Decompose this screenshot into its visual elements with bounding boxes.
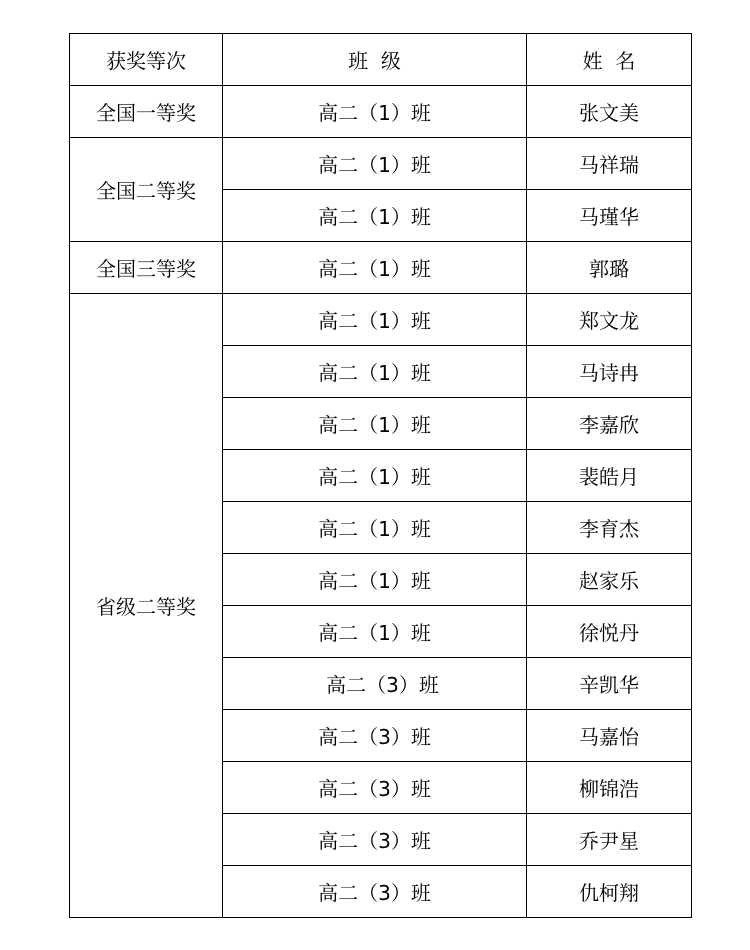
class-cell: 高二（1）班 bbox=[223, 554, 527, 606]
student-name-cell: 仇柯翔 bbox=[527, 866, 692, 918]
student-name-cell: 徐悦丹 bbox=[527, 606, 692, 658]
class-cell: 高二（3）班 bbox=[223, 866, 527, 918]
student-name-cell: 李育杰 bbox=[527, 502, 692, 554]
table-row bbox=[70, 138, 692, 190]
student-name-cell: 乔尹星 bbox=[527, 814, 692, 866]
award-level-cell: 全国一等奖 bbox=[70, 86, 223, 138]
table-row bbox=[70, 294, 692, 346]
class-cell: 高二（1）班 bbox=[223, 398, 527, 450]
class-cell: 高二（1）班 bbox=[223, 346, 527, 398]
table-row bbox=[70, 242, 692, 294]
award-level-cell: 全国二等奖 bbox=[70, 138, 223, 242]
student-name-cell: 张文美 bbox=[527, 86, 692, 138]
student-name-cell: 赵家乐 bbox=[527, 554, 692, 606]
student-name-cell: 郭璐 bbox=[527, 242, 692, 294]
class-cell: 高二（1）班 bbox=[223, 502, 527, 554]
student-name-cell: 李嘉欣 bbox=[527, 398, 692, 450]
class-cell: 高二（1）班 bbox=[223, 606, 527, 658]
class-cell bbox=[223, 658, 527, 710]
class-cell: 高二（1）班 bbox=[223, 86, 527, 138]
class-cell: 高二（1）班 bbox=[223, 294, 527, 346]
award-level-cell: 全国三等奖 bbox=[70, 242, 223, 294]
student-name-cell: 辛凯华 bbox=[527, 658, 692, 710]
student-name-cell: 马祥瑞 bbox=[527, 138, 692, 190]
header-award-level: 获奖等次 bbox=[70, 34, 223, 86]
class-cell: 高二（1）班 bbox=[223, 138, 527, 190]
student-name-cell: 裴皓月 bbox=[527, 450, 692, 502]
award-level-cell: 省级二等奖 bbox=[70, 294, 223, 918]
class-cell-text: 高二（3）班 bbox=[326, 673, 439, 697]
student-name-cell: 马瑾华 bbox=[527, 190, 692, 242]
class-cell: 高二（1）班 bbox=[223, 190, 527, 242]
student-name-cell: 柳锦浩 bbox=[527, 762, 692, 814]
table-header-row bbox=[70, 34, 692, 86]
class-cell: 高二（1）班 bbox=[223, 450, 527, 502]
student-name-cell: 马诗冉 bbox=[527, 346, 692, 398]
table-row bbox=[70, 86, 692, 138]
class-cell: 高二（3）班 bbox=[223, 814, 527, 866]
class-cell: 高二（3）班 bbox=[223, 710, 527, 762]
student-name-cell: 马嘉怡 bbox=[527, 710, 692, 762]
class-cell: 高二（3）班 bbox=[223, 762, 527, 814]
student-name-cell: 郑文龙 bbox=[527, 294, 692, 346]
class-cell: 高二（1）班 bbox=[223, 242, 527, 294]
award-winners-table bbox=[69, 33, 692, 918]
header-name: 姓 名 bbox=[527, 34, 692, 86]
header-class: 班 级 bbox=[223, 34, 527, 86]
